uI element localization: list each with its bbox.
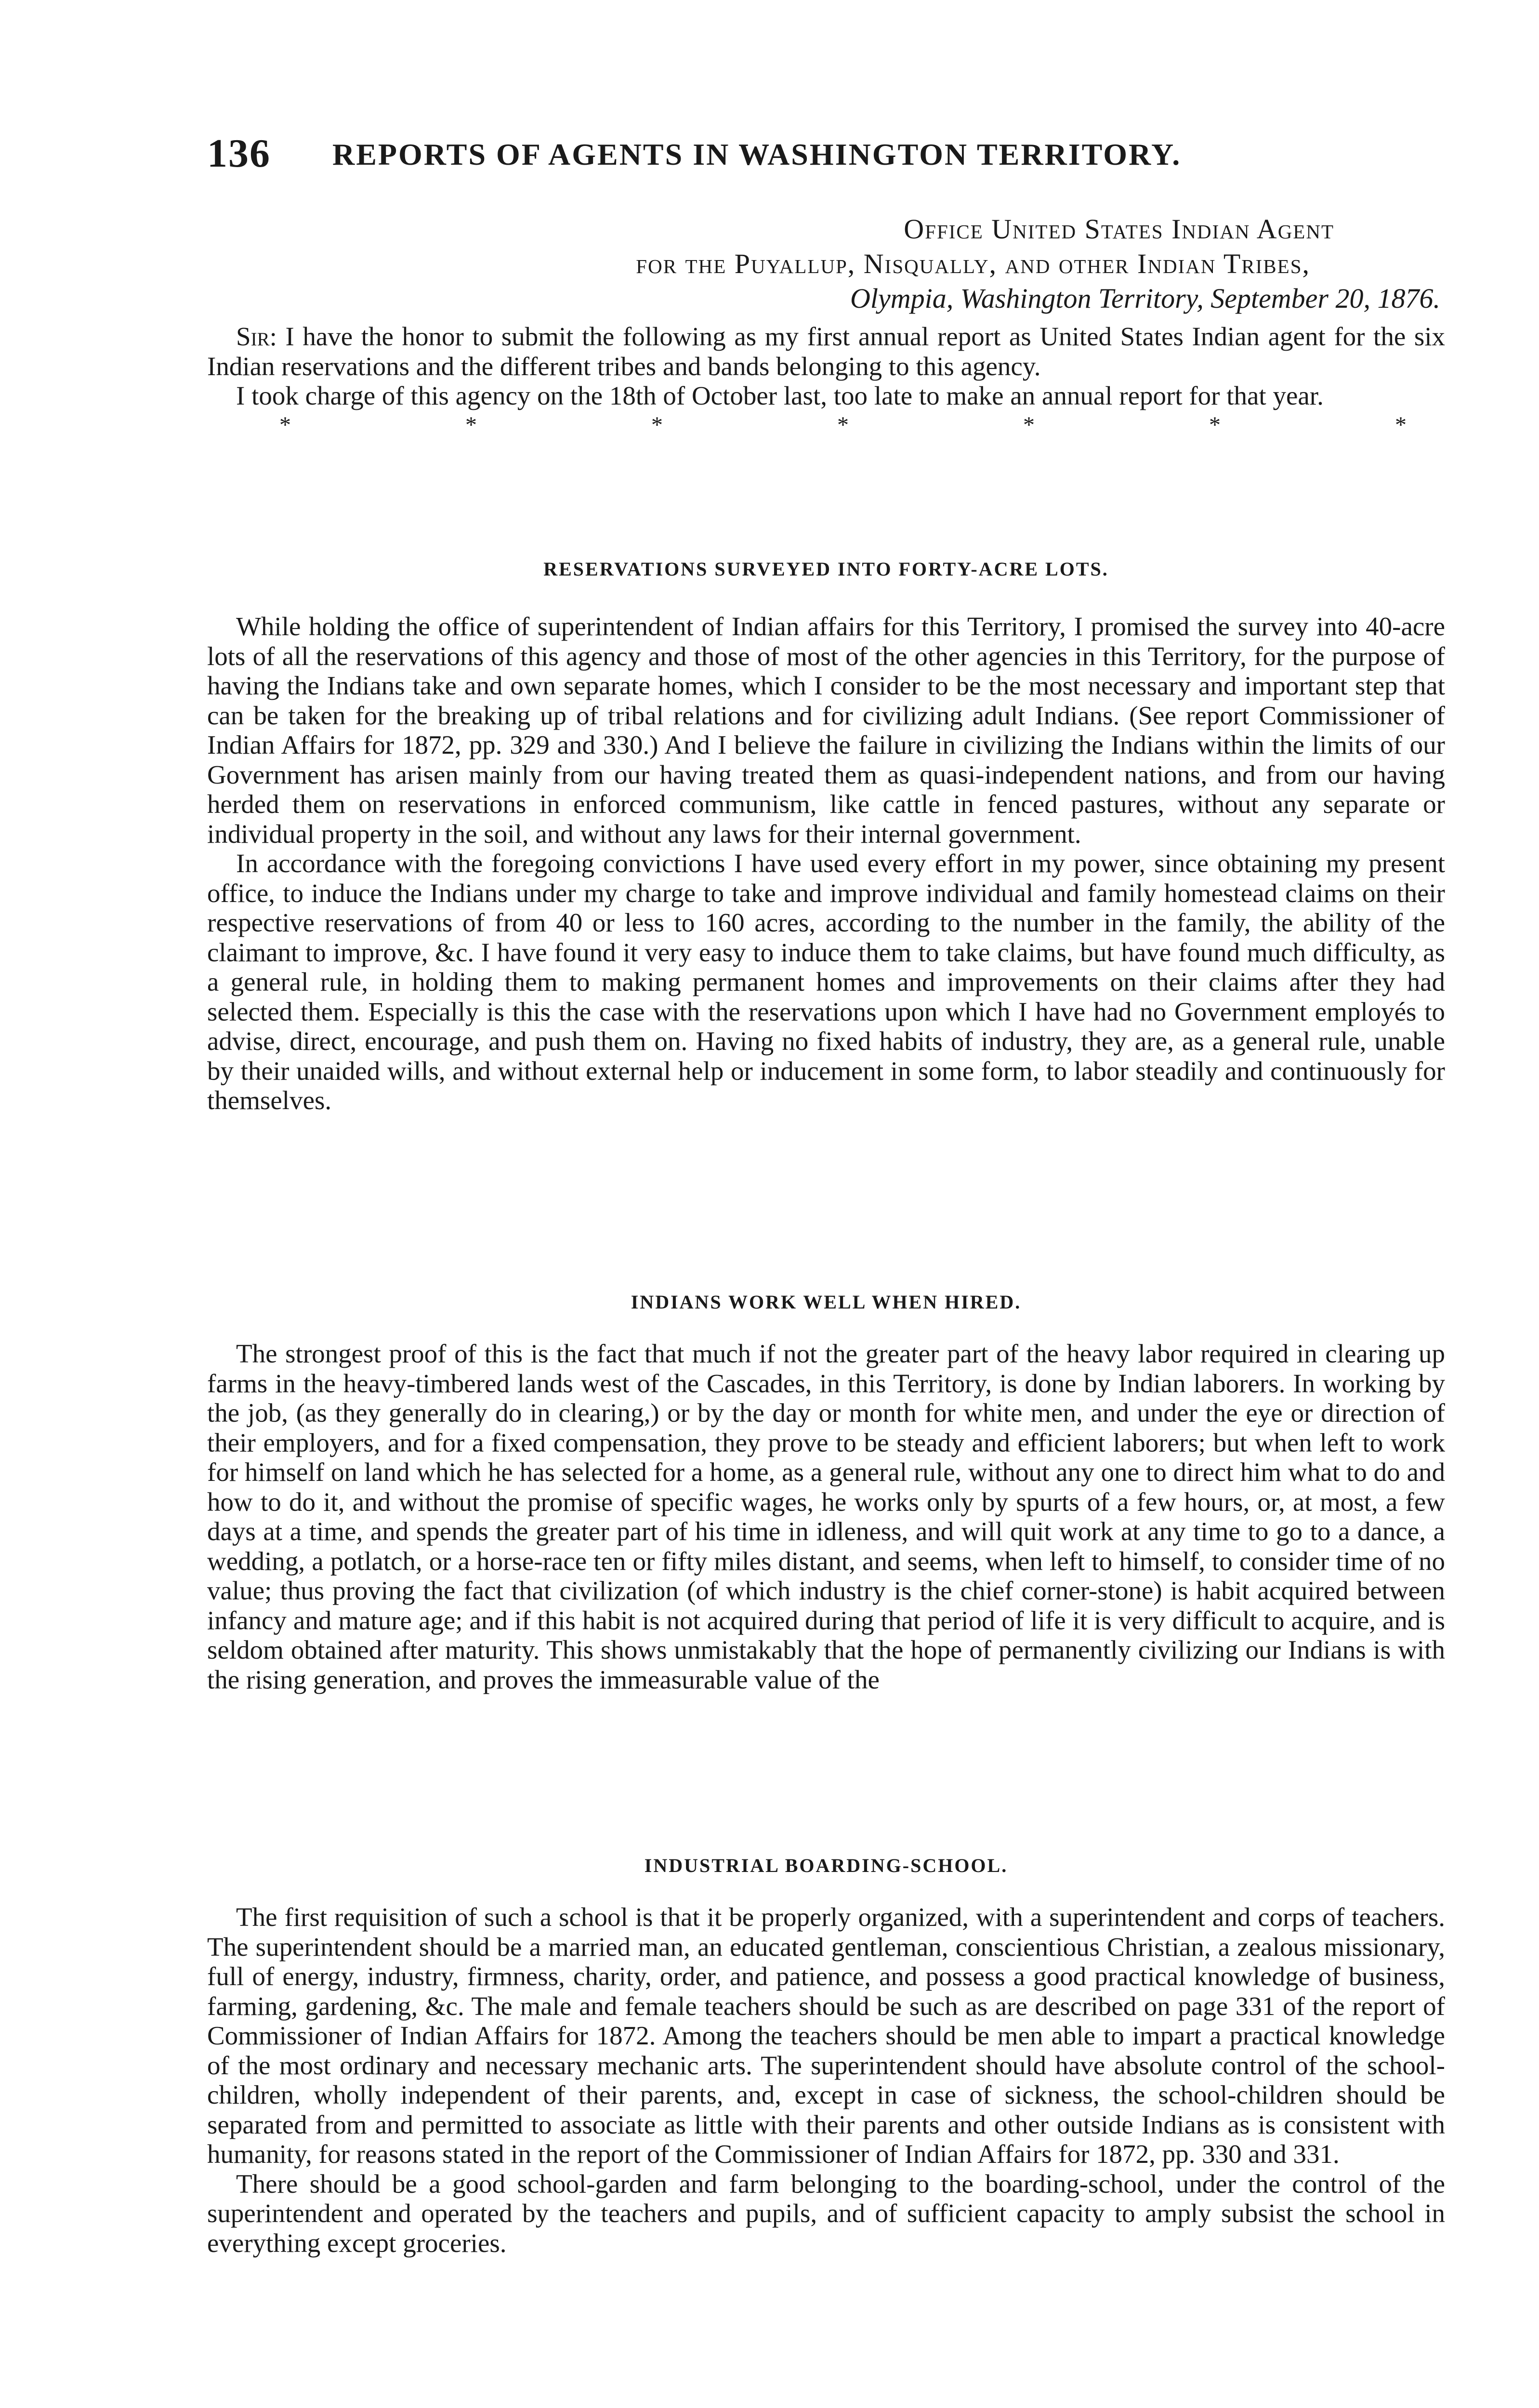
- star: *: [651, 412, 663, 438]
- section-heading-reservations: RESERVATIONS SURVEYED INTO FORTY-ACRE LOTS.: [543, 558, 1109, 580]
- ellipsis-stars: [207, 411, 1445, 440]
- paragraph: While holding the office of superintendent of Indian affairs for this Territory, I promised the survey into 40-acre lots of all the reservations of this agency and those of most of the other agencies in this Territory, for the purpose of having the Indians take and own separate homes, which I consider to be the most necessary and important step that can be taken for the breaking up of tribal relations and for civilizing adult Indians. (See report Commissioner of Indian Affairs for 1872, pp. 329 and 330.) And I believe the failure in civilizing the Indians within the limits of our Government has arisen mainly from our having treated them as quasi-independent nations, and from our having herded them on reservations in enforced communism, like cattle in fenced pastures, without any separate or individual property in the soil, and without any laws for their internal government.: [207, 612, 1445, 849]
- intro-paragraph-2: I took charge of this agency on the 18th of October last, too late to make an annual report for that year.: [236, 381, 1324, 410]
- running-title: REPORTS OF AGENTS IN WASHINGTON TERRITORY.: [332, 137, 1182, 171]
- section-boarding-school: [207, 1902, 1445, 2258]
- page-header: [207, 130, 1440, 183]
- paragraph: There should be a good school-garden and farm belonging to the boarding-school, under the control of the superintendent and operated by the teachers and pupils, and of sufficient capacity to amply subsist the school in everything except groceries.: [207, 2169, 1445, 2258]
- star: *: [465, 412, 477, 438]
- paragraph: The first requisition of such a school is that it be properly organized, with a superintendent and corps of teachers. The superintendent should be a married man, an educated gentleman, conscientious Christian, a zealous missionary, full of energy, industry, firmness, charity, order, and patience, and possess a good practical knowledge of business, farming, gardening, &c. The male and female teachers should be such as are described on page 331 of the report of Commissioner of Indian Affairs for 1872. Among the teachers should be men able to impart a practical knowledge of the most ordinary and necessary mechanic arts. The superintendent should have absolute control of the school-children, wholly independent of their parents, and, except in case of sickness, the school-children should be separated from and permitted to associate as little with their parents and other outside Indians as is consistent with humanity, for reasons stated in the report of the Commissioner of Indian Affairs for 1872, pp. 330 and 331.: [207, 1902, 1445, 2169]
- page-number: 136: [207, 131, 271, 176]
- paragraph: In accordance with the foregoing convictions I have used every effort in my power, since obtaining my present office, to induce the Indians under my charge to take and improve individual and family homestead claims on their respective reservations of from 40 or less to 160 acres, according to the number in the family, the ability of the claimant to improve, &c. I have found it very easy to induce them to take claims, but have found much difficulty, as a general rule, in holding them to making permanent homes and improvements on their claims after they had selected them. Especially is this the case with the reservations upon which I have had no Government employés to advise, direct, encourage, and push them on. Having no fixed habits of industry, they are, as a general rule, unable by their unaided wills, and without external help or inducement in some form, to labor steadily and continuously for themselves.: [207, 849, 1445, 1115]
- section-heading-boarding-school: INDUSTRIAL BOARDING-SCHOOL.: [644, 1855, 1008, 1876]
- star: *: [279, 412, 291, 438]
- star: *: [837, 412, 849, 438]
- intro-paragraph-1-text: I have the honor to submit the following as my first annual report as United States Indian agent for the six Indian reservations and the different tribes and bands belonging to this agency.: [207, 322, 1446, 381]
- star: *: [1209, 412, 1221, 438]
- section-indians-work: [207, 1339, 1445, 1694]
- section-heading-indians-work: INDIANS WORK WELL WHEN HIRED.: [631, 1291, 1022, 1313]
- paragraph: The strongest proof of this is the fact that much if not the greater part of the heavy labor required in clearing up farms in the heavy-timbered lands west of the Cascades, in this Territory, is done by Indian laborers. In working by the job, (as they generally do in clearing,) or by the day or month for white men, and under the eye or direction of their employers, and for a fixed compensation, they prove to be steady and efficient laborers; but when left to work for himself on land which he has selected for a home, as a general rule, without any one to direct him what to do and how to do it, and without the promise of specific wages, he works only by spurts of a few hours, or, at most, a few days at a time, and spends the greater part of his time in idleness, and will quit work at any time to go to a dance, a wedding, a potlatch, or a horse-race ten or fifty miles distant, and seems, when left to himself, to consider time of no value; thus proving the fact that civilization (of which industry is the chief corner-stone) is habit acquired between infancy and mature age; and if this habit is not acquired during that period of life it is very difficult to acquire, and is seldom obtained after maturity. This shows unmistakably that the hope of permanently civilizing our Indians is with the rising generation, and proves the immeasurable value of the: [207, 1339, 1445, 1694]
- intro-block: [207, 322, 1445, 440]
- intro-paragraph-1: [207, 322, 1445, 381]
- salutation: Sir:: [236, 322, 277, 351]
- letterhead-tribes: for the Puyallup, Nisqually, and other Indian Tribes,: [636, 248, 1310, 279]
- section-reservations: [207, 612, 1445, 1115]
- star: *: [1023, 412, 1035, 438]
- letterhead-office: Office United States Indian Agent: [904, 213, 1334, 245]
- letterhead: [207, 212, 1440, 316]
- star: *: [1395, 412, 1407, 438]
- letterhead-place-date: Olympia, Washington Territory, September 20, 1876.: [850, 283, 1440, 314]
